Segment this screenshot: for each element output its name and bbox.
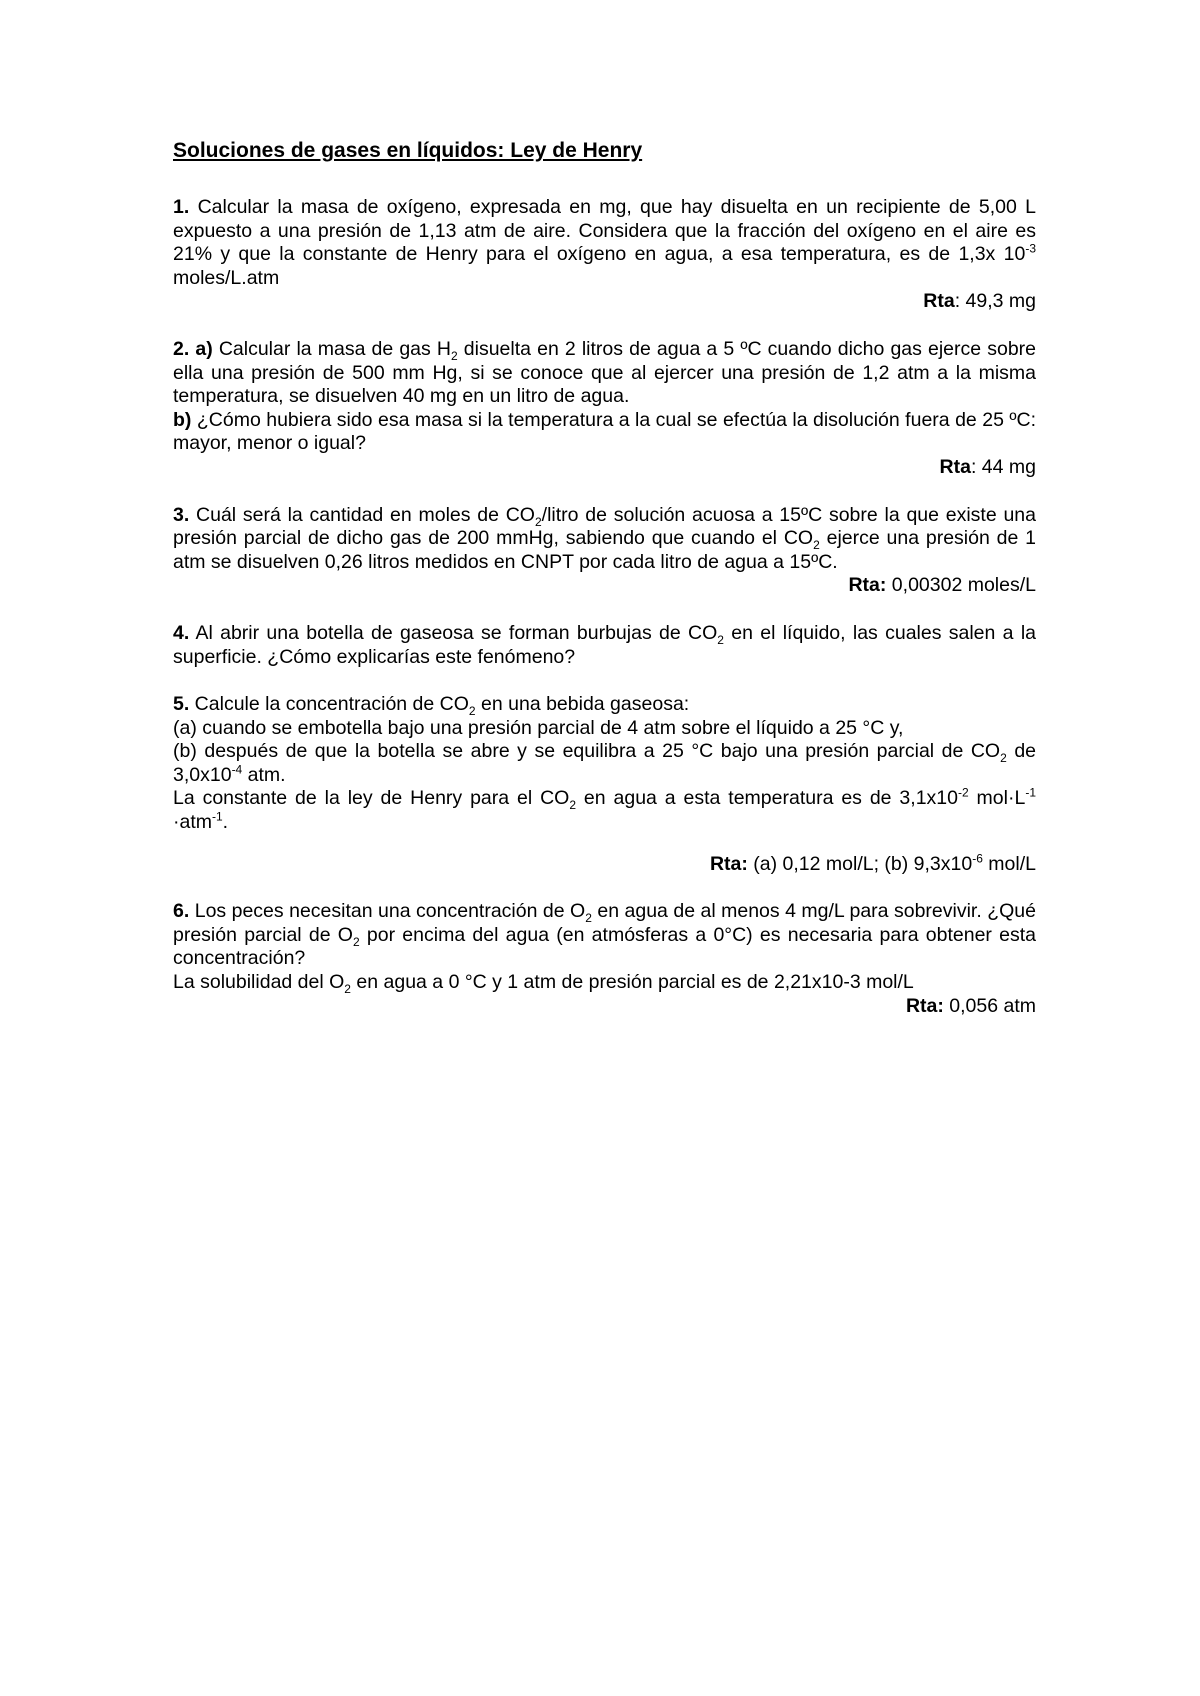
- problem-number: 1.: [173, 196, 190, 218]
- problem-2: [173, 338, 1036, 480]
- problem-3-answer: Rta: 0,00302 moles/L: [848, 574, 1036, 597]
- problem-number: 4.: [173, 621, 190, 644]
- problem-2-answer: Rta: 44 mg: [939, 455, 1036, 478]
- problem-1: [173, 196, 1036, 314]
- problem-5-answer: Rta: (a) 0,12 mol/L; (b) $9,3x10^{-6}$ mol/L: [709, 851, 1036, 875]
- document-page: [173, 138, 1036, 1042]
- problem-5: [173, 693, 1036, 876]
- problem-6-statement: 6. Los peces necesitan una concentración de $O_2$ en agua de al menos 4 mg/L para sobrevivir. ¿Qué presión parcial de $O_2$ por encima del agua (en atmósferas a 0°C) es necesaria para obtener esta concentración?: [173, 900, 1037, 970]
- problem-2-part-b: b) ¿Cómo hubiera sido esa masa si la temperatura a la cual se efectúa la disolución fuera de 25 ºC: mayor, menor o igual?: [173, 408, 1036, 455]
- problem-5-line-a: (a) cuando se embotella bajo una presión parcial de 4 atm sobre el líquido a 25 °C y,: [173, 716, 904, 739]
- problem-1-answer: Rta: 49,3 mg: [923, 290, 1036, 313]
- problem-3-statement: 3. Cuál será la cantidad en moles de $CO_2$/litro de solución acuosa a 15ºC sobre la que existe una presión parcial de dicho gas de 200 mmHg, sabiendo que cuando el $CO_2$ ejerce una presión de 1 atm se disuelven 0,26 litros medidos en CNPT por cada litro de agua a 15ºC.: [173, 503, 1036, 573]
- problem-3: [173, 504, 1036, 598]
- document-title: Soluciones de gases en líquidos: Ley de Henry: [173, 139, 643, 162]
- problem-5-statement: 5. Calcule la concentración de $CO_2$ en una bebida gaseosa:: [173, 693, 690, 718]
- problem-1-statement: 1. Calcular la masa de oxígeno, expresada en mg, que hay disuelta en un recipiente de 5,00 L expuesto a una presión de 1,13 atm de aire. Considera que la fracción del oxígeno en el aire es 21% y que la constante de Henry para el oxígeno en agua, a esa temperatura, es de 1,3x $10^{-3}$ moles/L.atm: [173, 196, 1036, 289]
- problem-6-answer: Rta: 0,056 atm: [905, 994, 1036, 1017]
- problem-number: 6.: [173, 900, 190, 923]
- problem-2-part-a: 2. a) Calcular la masa de gas $H_2$ disuelta en 2 litros de agua a 5 ºC cuando dicho gas ejerce sobre ella una presión de 500 mm Hg, si se conoce que al ejercer una presión de 1,2 atm a la misma temperatura, se disuelven 40 mg en un litro de agua.: [173, 337, 1037, 408]
- problem-4: [173, 622, 1036, 669]
- problem-number: 5.: [173, 693, 190, 716]
- problem-6-line-c: La solubilidad del $O_2$ en agua a 0 °C y 1 atm de presión parcial es de 2,21x10-3 mol/L: [173, 971, 914, 996]
- problem-5-line-c: La constante de la ley de Henry para el $CO_2$ en agua a esta temperatura es de $3,1x10^{-2}$ $mol\cdot L^{-1} \cdot atm^{-1}$.: [173, 785, 1036, 834]
- problem-number: 2.: [173, 337, 190, 360]
- spacer: [173, 835, 1036, 853]
- problem-number: 3.: [173, 503, 190, 526]
- problem-5-line-b: (b) después de que la botella se abre y se equilibra a 25 °C bajo una presión parcial de $CO_2$ de $3,0x10^{-4}$ atm.: [173, 740, 1037, 786]
- problem-6: [173, 900, 1036, 1018]
- problem-4-statement: 4. Al abrir una botella de gaseosa se forman burbujas de $CO_2$ en el líquido, las cuales salen a la superficie. ¿Cómo explicarías este fenómeno?: [173, 621, 1036, 668]
